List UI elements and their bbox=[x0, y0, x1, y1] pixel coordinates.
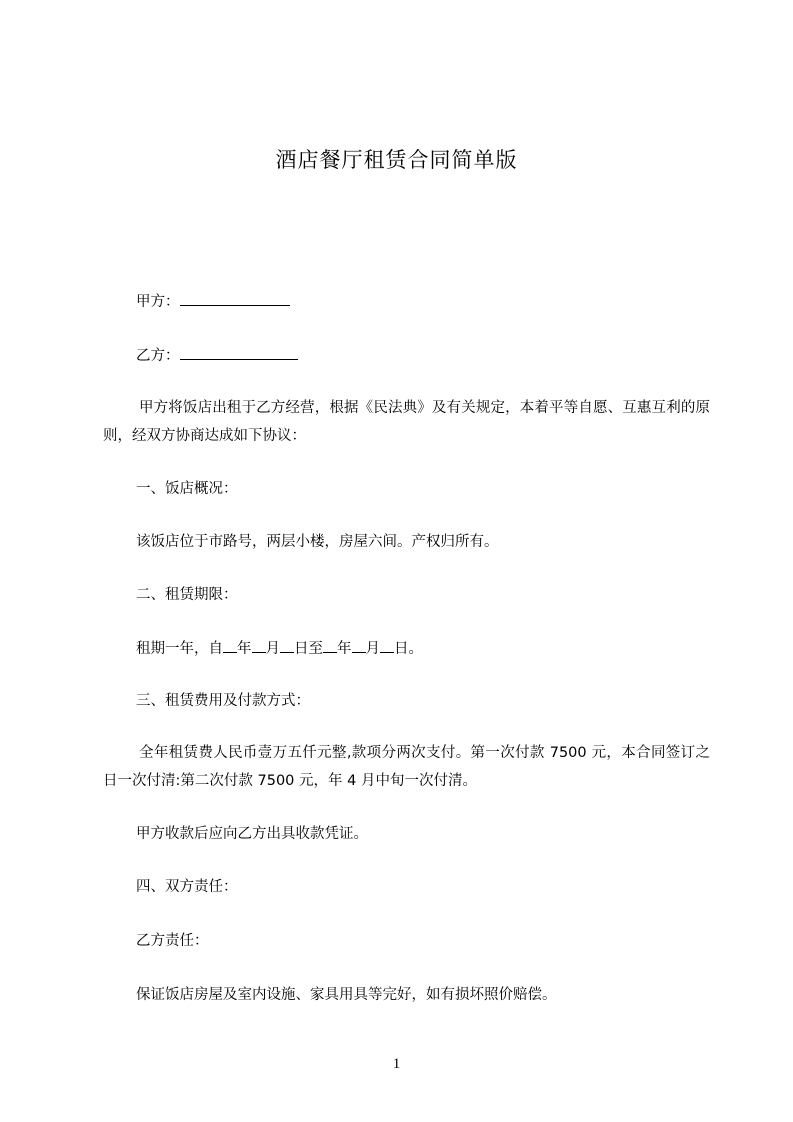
payment-paragraph: 全年租赁费人民币壹万五仟元整,款项分两次支付。第一次付款 7500 元，本合同签订之日一次付清:第二次付款 7500 元，年 4 月中旬一次付清。 bbox=[103, 745, 710, 789]
end-month-blank bbox=[352, 638, 366, 653]
section1-text: 该饭店位于市路号，两层小楼，房屋六间。产权归所有。 bbox=[136, 534, 499, 550]
section2-heading: 二、租赁期限： bbox=[136, 587, 238, 603]
party-a-line bbox=[136, 291, 290, 312]
party-b-blank bbox=[180, 345, 298, 360]
section4-heading: 四、双方责任： bbox=[136, 879, 238, 895]
party-a-label: 甲方： bbox=[136, 294, 180, 310]
document-title: 酒店餐厅租赁合同简单版 bbox=[275, 148, 518, 172]
start-year-blank bbox=[223, 638, 237, 653]
section3-heading: 三、租赁费用及付款方式： bbox=[136, 693, 310, 709]
page-number: 1 bbox=[392, 1056, 401, 1072]
end-day-blank bbox=[380, 638, 394, 653]
party-b-line bbox=[136, 345, 298, 366]
party-b-duty-text: 保证饭店房屋及室内设施、家具用具等完好，如有损坏照价赔偿。 bbox=[136, 987, 557, 1003]
lease-day1: 日至 bbox=[294, 641, 323, 657]
lease-month2: 月 bbox=[365, 641, 380, 657]
end-year-blank bbox=[323, 638, 337, 653]
lease-year2: 年 bbox=[337, 641, 352, 657]
start-day-blank bbox=[280, 638, 294, 653]
lease-term-start-text: 租期一年，自 bbox=[136, 641, 223, 657]
party-b-duty-heading: 乙方责任： bbox=[136, 933, 209, 949]
section1-heading: 一、饭店概况： bbox=[136, 481, 238, 497]
lease-term-line bbox=[136, 638, 423, 659]
lease-month1: 月 bbox=[265, 641, 280, 657]
lease-year1: 年 bbox=[237, 641, 252, 657]
receipt-text: 甲方收款后应向乙方出具收款凭证。 bbox=[136, 826, 368, 842]
party-b-label: 乙方： bbox=[136, 348, 180, 364]
intro-paragraph: 甲方将饭店出租于乙方经营，根据《民法典》及有关规定，本着平等自愿、互惠互利的原则，经双方协商达成如下协议： bbox=[103, 400, 710, 444]
lease-day2: 日。 bbox=[394, 641, 423, 657]
start-month-blank bbox=[252, 638, 266, 653]
party-a-blank bbox=[180, 291, 290, 306]
